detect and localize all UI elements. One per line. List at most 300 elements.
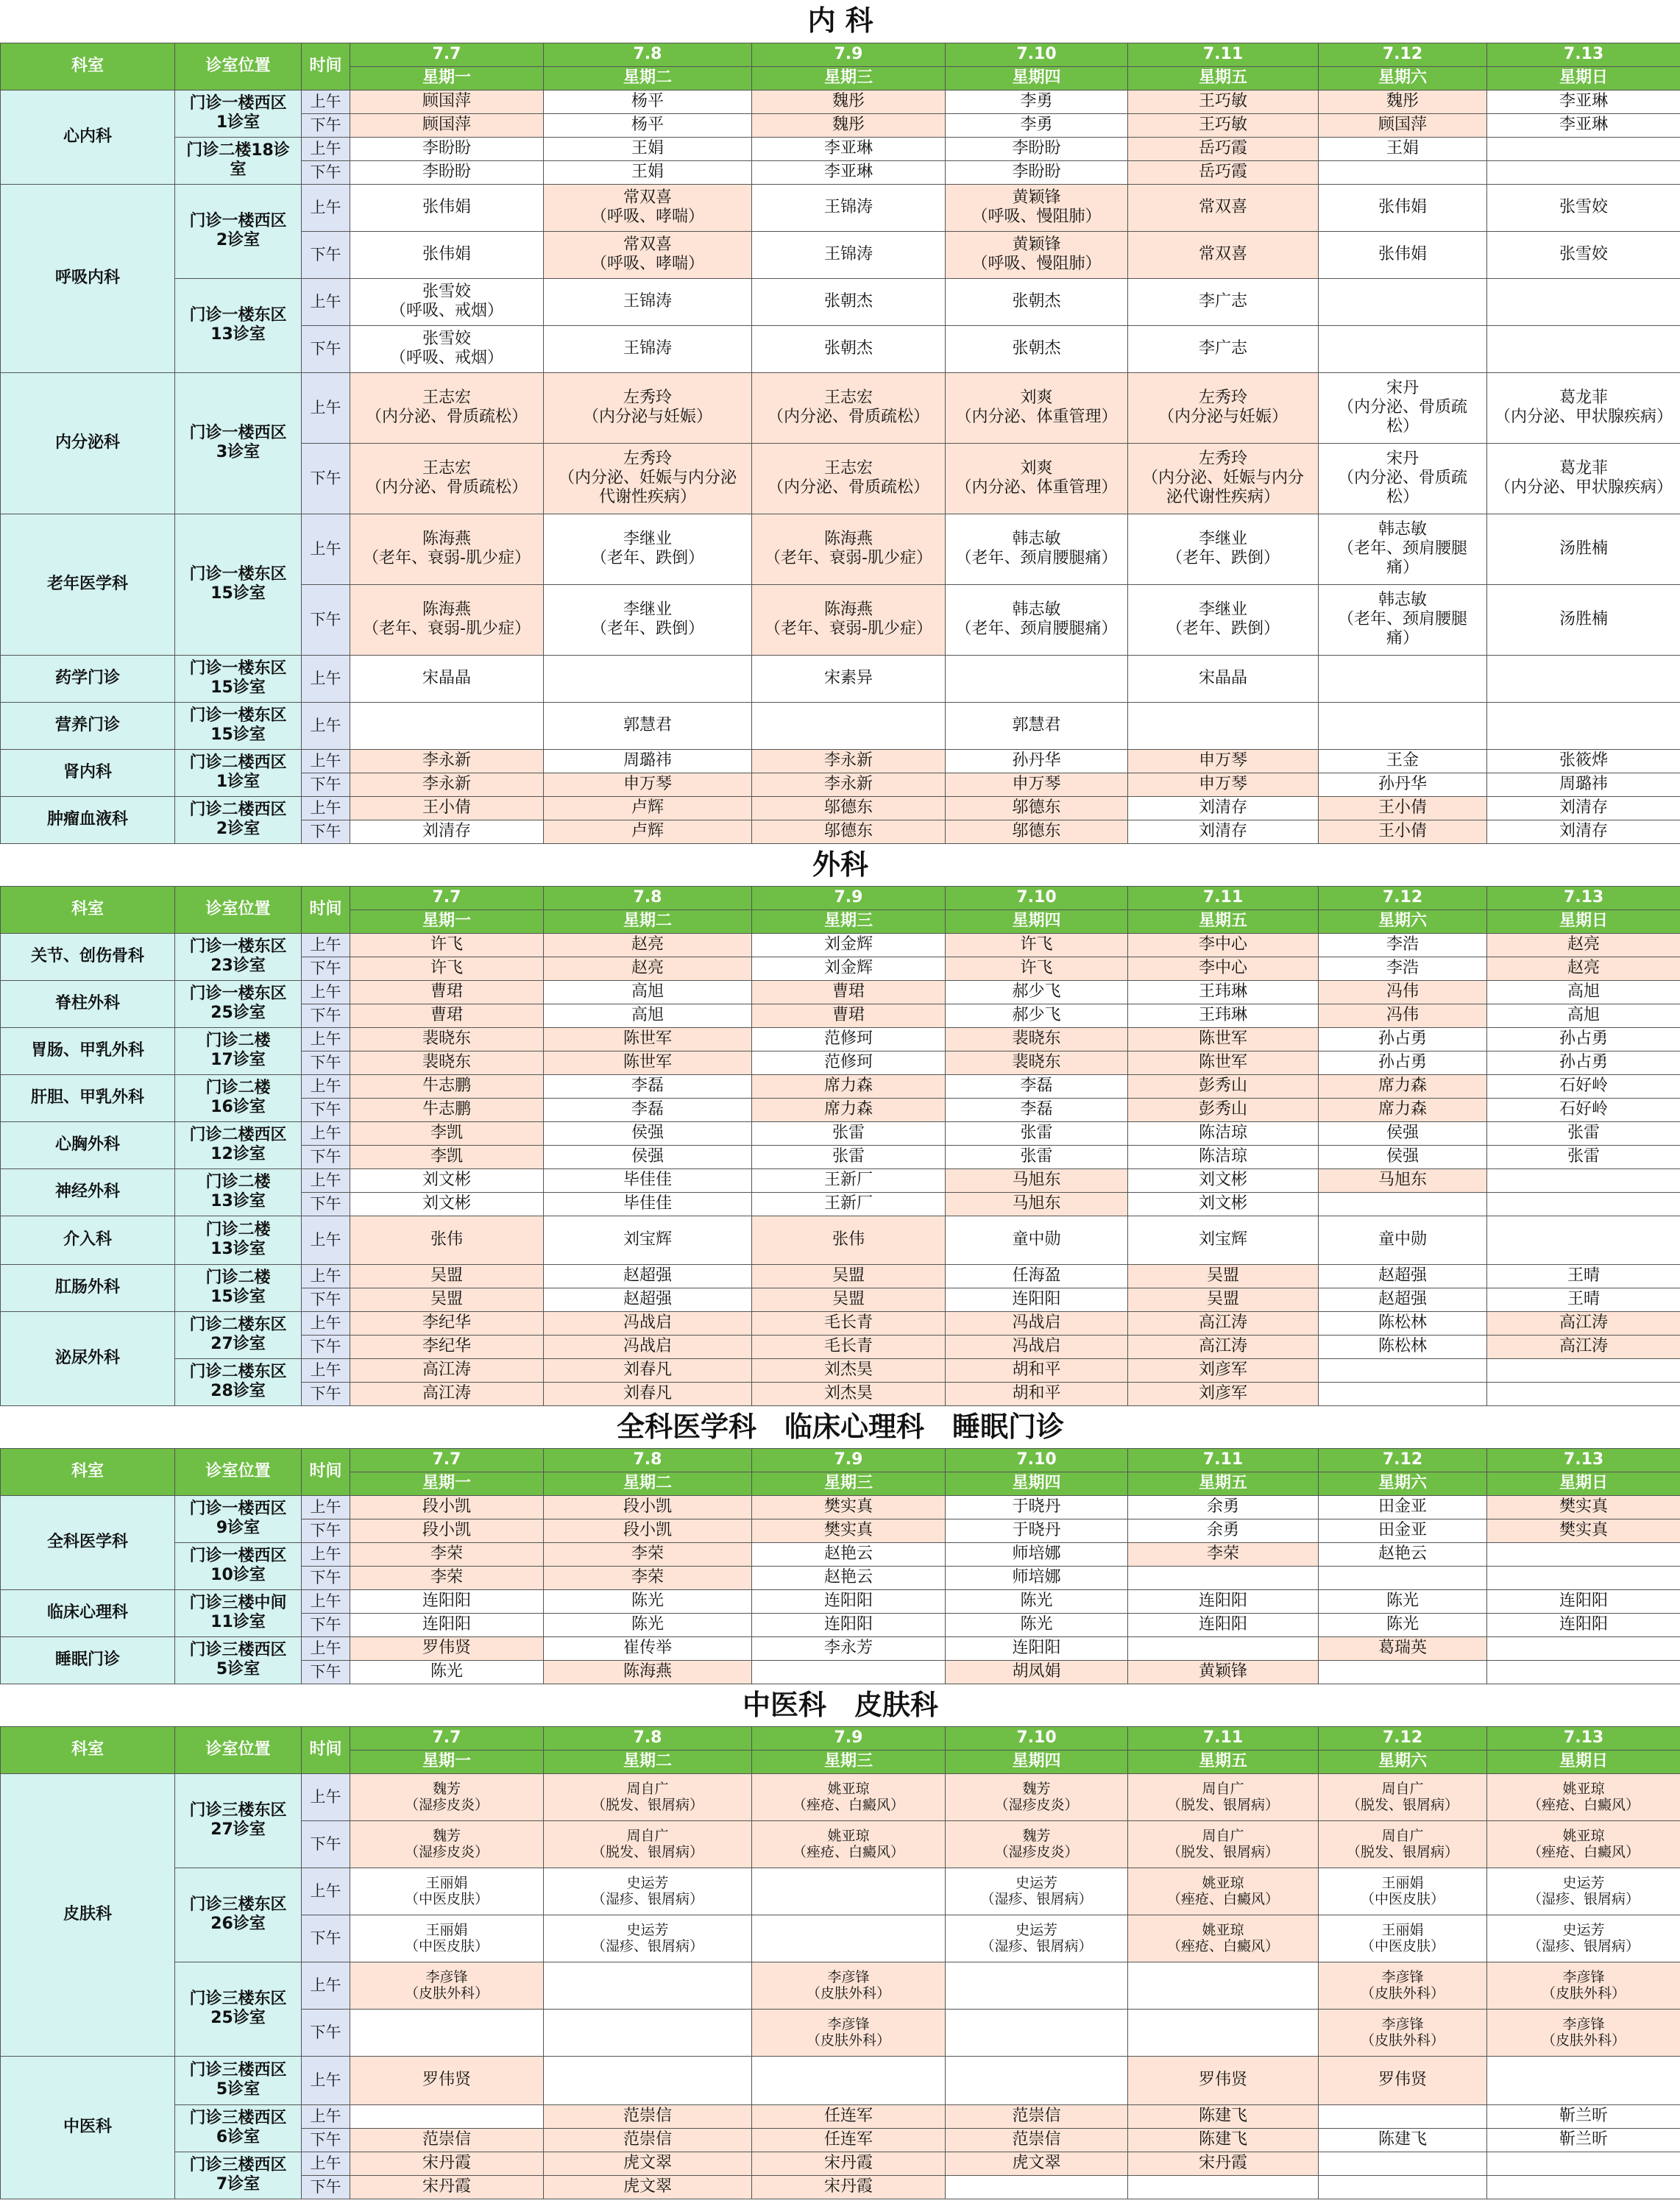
doctor-cell: 陈世军: [1128, 1027, 1319, 1051]
room-location: 门诊三楼东区 27诊室: [175, 1773, 302, 1868]
header-date: 7.13: [1487, 1726, 1680, 1750]
doctor-cell: 姚亚琼 （痤疮、白癜风）: [1487, 1773, 1680, 1820]
doctor-cell: 李磊: [946, 1098, 1128, 1121]
doctor-cell: 宋丹霞: [752, 2175, 946, 2199]
doctor-cell: 魏彤: [1319, 90, 1487, 113]
doctor-cell: [752, 2056, 946, 2104]
doctor-cell: 周璐祎: [544, 749, 752, 773]
doctor-cell: 史运芳 （湿疹、银屑病）: [544, 1868, 752, 1915]
header-date: 7.11: [1128, 886, 1319, 909]
doctor-cell: 陈光: [946, 1589, 1128, 1613]
session-time: 上午: [302, 90, 350, 113]
header-dept: 科室: [1, 1726, 175, 1773]
room-location: 门诊二楼 16诊室: [175, 1074, 302, 1121]
doctor-cell: [1319, 2104, 1487, 2128]
session-time: 上午: [302, 1074, 350, 1098]
department-name: 呼吸内科: [1, 184, 175, 372]
header-weekday: 星期二: [544, 1472, 752, 1495]
doctor-cell: 王小倩: [1319, 820, 1487, 843]
doctor-cell: 王志宏 （内分泌、骨质疏松）: [752, 443, 946, 514]
doctor-cell: 冯伟: [1319, 980, 1487, 1004]
doctor-cell: 邬德东: [946, 820, 1128, 843]
room-location: 门诊三楼西区 6诊室: [175, 2104, 302, 2152]
session-time: 上午: [302, 1264, 350, 1288]
doctor-cell: 马旭东: [946, 1168, 1128, 1192]
department-name: 肝胆、甲乳外科: [1, 1074, 175, 1121]
doctor-cell: 周自广 （脱发、银屑病）: [1128, 1773, 1319, 1820]
doctor-cell: 侯强: [544, 1145, 752, 1168]
doctor-cell: 申万琴: [946, 773, 1128, 796]
doctor-cell: 石好岭: [1487, 1098, 1680, 1121]
room-location: 门诊二楼 13诊室: [175, 1168, 302, 1216]
doctor-cell: 王娟: [1319, 137, 1487, 160]
doctor-cell: 樊实真: [752, 1495, 946, 1519]
doctor-cell: 张雪姣: [1487, 184, 1680, 231]
doctor-cell: 高江涛: [1487, 1311, 1680, 1335]
doctor-cell: 吴盟: [752, 1288, 946, 1311]
department-name: 肿瘤血液科: [1, 796, 175, 843]
doctor-cell: 马旭东: [946, 1192, 1128, 1216]
department-name: 全科医学科: [1, 1495, 175, 1589]
session-time: 下午: [302, 1098, 350, 1121]
doctor-cell: 魏芳 （湿疹皮炎）: [350, 1820, 544, 1868]
doctor-cell: [1487, 1636, 1680, 1660]
session-time: 下午: [302, 1192, 350, 1216]
header-weekday: 星期三: [752, 1750, 946, 1773]
doctor-cell: 岳巧霞: [1128, 137, 1319, 160]
doctor-cell: 师培娜: [946, 1566, 1128, 1589]
doctor-cell: 高旭: [1487, 980, 1680, 1004]
doctor-cell: 吴盟: [350, 1264, 544, 1288]
doctor-cell: 史运芳 （湿疹、银屑病）: [946, 1868, 1128, 1915]
header-weekday: 星期四: [946, 1750, 1128, 1773]
doctor-cell: 陈海燕 （老年、衰弱-肌少症）: [752, 584, 946, 655]
department-name: 肾内科: [1, 749, 175, 796]
doctor-cell: 周自广 （脱发、银屑病）: [544, 1820, 752, 1868]
header-weekday: 星期日: [1487, 909, 1680, 933]
room-location: 门诊三楼中间 11诊室: [175, 1589, 302, 1636]
room-location: 门诊一楼西区 1诊室: [175, 90, 302, 137]
doctor-cell: 李荣: [1128, 1542, 1319, 1566]
session-time: 下午: [302, 325, 350, 372]
department-name: 肛肠外科: [1, 1264, 175, 1311]
doctor-cell: 裴晓东: [946, 1027, 1128, 1051]
doctor-cell: 张筱烨: [1487, 749, 1680, 773]
doctor-cell: 赵亮: [544, 957, 752, 980]
doctor-cell: 李彦锋 （皮肤外科）: [752, 1962, 946, 2009]
doctor-cell: 李凯: [350, 1121, 544, 1145]
doctor-cell: 陈光: [544, 1589, 752, 1613]
room-location: 门诊三楼西区 5诊室: [175, 1636, 302, 1684]
doctor-cell: 李继业 （老年、跌倒）: [1128, 584, 1319, 655]
section-title: 中医科 皮肤科: [742, 1688, 939, 1721]
header-date: 7.13: [1487, 43, 1680, 66]
doctor-cell: 周自广 （脱发、银屑病）: [544, 1773, 752, 1820]
header-weekday: 星期一: [350, 66, 544, 90]
doctor-cell: [1319, 1358, 1487, 1382]
doctor-cell: 李永新: [752, 749, 946, 773]
doctor-cell: [946, 2056, 1128, 2104]
doctor-cell: [1487, 160, 1680, 184]
session-time: 上午: [302, 514, 350, 584]
header-time: 时间: [302, 1448, 350, 1495]
header-date: 7.9: [752, 886, 946, 909]
doctor-cell: 刘清存: [1487, 820, 1680, 843]
doctor-cell: 陈海燕 （老年、衰弱-肌少症）: [752, 514, 946, 584]
doctor-cell: 陈光: [1319, 1613, 1487, 1636]
doctor-cell: 李亚琳: [1487, 90, 1680, 113]
doctor-cell: [1319, 160, 1487, 184]
doctor-cell: [1487, 137, 1680, 160]
session-time: 上午: [302, 1636, 350, 1660]
doctor-cell: 郭慧君: [544, 702, 752, 749]
doctor-cell: [1487, 2056, 1680, 2104]
doctor-cell: 连阳阳: [350, 1613, 544, 1636]
room-location: 门诊一楼东区 13诊室: [175, 278, 302, 372]
doctor-cell: 邬德东: [946, 796, 1128, 820]
room-location: 门诊一楼西区 9诊室: [175, 1495, 302, 1542]
session-time: 下午: [302, 1915, 350, 1962]
doctor-cell: [1487, 278, 1680, 325]
session-time: 上午: [302, 1027, 350, 1051]
doctor-cell: [1319, 1382, 1487, 1405]
session-time: 下午: [302, 1519, 350, 1542]
department-name: 心胸外科: [1, 1121, 175, 1168]
doctor-cell: 韩志敏 （老年、颈肩腰腿 痛）: [1319, 514, 1487, 584]
session-time: 上午: [302, 796, 350, 820]
doctor-cell: 连阳阳: [946, 1288, 1128, 1311]
doctor-cell: [752, 702, 946, 749]
doctor-cell: 刘文彬: [350, 1192, 544, 1216]
doctor-cell: 刘春凡: [544, 1382, 752, 1405]
header-date: 7.8: [544, 1448, 752, 1472]
header-weekday: 星期六: [1319, 909, 1487, 933]
doctor-cell: 史运芳 （湿疹、银屑病）: [544, 1915, 752, 1962]
header-loc: 诊室位置: [175, 43, 302, 90]
session-time: 上午: [302, 1868, 350, 1915]
doctor-cell: 连阳阳: [1128, 1589, 1319, 1613]
doctor-cell: 范崇信: [544, 2104, 752, 2128]
room-location: 门诊二楼东区 27诊室: [175, 1311, 302, 1358]
doctor-cell: 申万琴: [544, 773, 752, 796]
doctor-cell: [1319, 325, 1487, 372]
doctor-cell: 汤胜楠: [1487, 584, 1680, 655]
doctor-cell: [1487, 1382, 1680, 1405]
session-time: 上午: [302, 2152, 350, 2175]
doctor-cell: [1487, 2152, 1680, 2175]
doctor-cell: 冯战启: [946, 1335, 1128, 1358]
header-loc: 诊室位置: [175, 886, 302, 933]
doctor-cell: 张雷: [752, 1121, 946, 1145]
doctor-cell: 王娟: [544, 137, 752, 160]
doctor-cell: 王晴: [1487, 1264, 1680, 1288]
session-time: 下午: [302, 1335, 350, 1358]
doctor-cell: 王巧敏: [1128, 113, 1319, 137]
doctor-cell: [1487, 2175, 1680, 2199]
doctor-cell: 胡凤娟: [946, 1660, 1128, 1684]
header-date: 7.7: [350, 43, 544, 66]
doctor-cell: 崔传举: [544, 1636, 752, 1660]
doctor-cell: 高旭: [1487, 1004, 1680, 1027]
doctor-cell: 宋丹 （内分泌、骨质疏 松）: [1319, 443, 1487, 514]
doctor-cell: 余勇: [1128, 1519, 1319, 1542]
session-time: 上午: [302, 1542, 350, 1566]
doctor-cell: [544, 1962, 752, 2009]
doctor-cell: [946, 655, 1128, 702]
doctor-cell: 陈建飞: [1128, 2104, 1319, 2128]
doctor-cell: 李荣: [544, 1542, 752, 1566]
header-date: 7.8: [544, 43, 752, 66]
doctor-cell: [1128, 1566, 1319, 1589]
doctor-cell: [1319, 1192, 1487, 1216]
doctor-cell: 靳兰昕: [1487, 2128, 1680, 2152]
doctor-cell: 李盼盼: [350, 160, 544, 184]
doctor-cell: 张雪姣 （呼吸、戒烟）: [350, 325, 544, 372]
doctor-cell: 王锦涛: [752, 184, 946, 231]
doctor-cell: 席力森: [1319, 1074, 1487, 1098]
header-dept: 科室: [1, 43, 175, 90]
doctor-cell: 宋晶晶: [1128, 655, 1319, 702]
doctor-cell: [752, 1660, 946, 1684]
doctor-cell: 孙占勇: [1487, 1027, 1680, 1051]
doctor-cell: 范崇信: [946, 2128, 1128, 2152]
room-location: 门诊二楼西区 1诊室: [175, 749, 302, 796]
doctor-cell: 童中勋: [946, 1216, 1128, 1264]
doctor-cell: [544, 655, 752, 702]
header-date: 7.12: [1319, 886, 1487, 909]
doctor-cell: 汤胜楠: [1487, 514, 1680, 584]
doctor-cell: 张朝杰: [946, 278, 1128, 325]
doctor-cell: 赵亮: [1487, 933, 1680, 957]
doctor-cell: 李彦锋 （皮肤外科）: [1319, 2009, 1487, 2056]
header-weekday: 星期三: [752, 909, 946, 933]
header-date: 7.10: [946, 43, 1128, 66]
session-time: 上午: [302, 1495, 350, 1519]
doctor-cell: 任海盈: [946, 1264, 1128, 1288]
doctor-cell: 李亚琳: [752, 137, 946, 160]
doctor-cell: 黄颖锋 （呼吸、慢阻肺）: [946, 231, 1128, 278]
doctor-cell: 王志宏 （内分泌、骨质疏松）: [350, 372, 544, 443]
doctor-cell: 赵超强: [544, 1264, 752, 1288]
doctor-cell: [1487, 1168, 1680, 1192]
header-weekday: 星期六: [1319, 1472, 1487, 1495]
doctor-cell: 邬德东: [752, 796, 946, 820]
doctor-cell: 王新厂: [752, 1192, 946, 1216]
doctor-cell: 宋素异: [752, 655, 946, 702]
doctor-cell: 陈建飞: [1319, 2128, 1487, 2152]
session-time: 下午: [302, 1288, 350, 1311]
doctor-cell: 张雷: [752, 1145, 946, 1168]
doctor-cell: 李亚琳: [752, 160, 946, 184]
doctor-cell: [350, 2009, 544, 2056]
doctor-cell: 曹珺: [752, 980, 946, 1004]
doctor-cell: 李彦锋 （皮肤外科）: [350, 1962, 544, 2009]
header-date: 7.13: [1487, 886, 1680, 909]
doctor-cell: 余勇: [1128, 1495, 1319, 1519]
doctor-cell: 段小凯: [544, 1519, 752, 1542]
department-name: 皮肤科: [1, 1773, 175, 2056]
doctor-cell: 李浩: [1319, 957, 1487, 980]
doctor-cell: 刘彦军: [1128, 1382, 1319, 1405]
doctor-cell: 陈建飞: [1128, 2128, 1319, 2152]
doctor-cell: 马旭东: [1319, 1168, 1487, 1192]
doctor-cell: 李广志: [1128, 278, 1319, 325]
doctor-cell: 李磊: [544, 1074, 752, 1098]
doctor-cell: 常双喜: [1128, 184, 1319, 231]
header-weekday: 星期日: [1487, 66, 1680, 90]
doctor-cell: 李彦锋 （皮肤外科）: [1487, 2009, 1680, 2056]
doctor-cell: 刘文彬: [1128, 1168, 1319, 1192]
doctor-cell: 韩志敏 （老年、颈肩腰腿痛）: [946, 514, 1128, 584]
header-weekday: 星期一: [350, 909, 544, 933]
doctor-cell: [1319, 702, 1487, 749]
doctor-cell: 孙占勇: [1487, 1051, 1680, 1074]
room-location: 门诊一楼西区 2诊室: [175, 184, 302, 278]
session-time: 上午: [302, 980, 350, 1004]
doctor-cell: 赵超强: [1319, 1288, 1487, 1311]
doctor-cell: 左秀玲 （内分泌与妊娠）: [544, 372, 752, 443]
doctor-cell: 李彦锋 （皮肤外科）: [1319, 1962, 1487, 2009]
doctor-cell: 王锦涛: [544, 278, 752, 325]
doctor-cell: [1319, 1660, 1487, 1684]
room-location: 门诊一楼西区 10诊室: [175, 1542, 302, 1589]
doctor-cell: 王小倩: [1319, 796, 1487, 820]
header-date: 7.11: [1128, 1448, 1319, 1472]
doctor-cell: 魏彤: [752, 90, 946, 113]
doctor-cell: 宋丹霞: [350, 2152, 544, 2175]
doctor-cell: 史运芳 （湿疹、银屑病）: [1487, 1915, 1680, 1962]
session-time: 下午: [302, 1004, 350, 1027]
department-name: 内分泌科: [1, 372, 175, 514]
doctor-cell: 姚亚琼 （痤疮、白癜风）: [1128, 1868, 1319, 1915]
doctor-cell: 李永新: [752, 773, 946, 796]
doctor-cell: 王丽娟 （中医皮肤）: [1319, 1915, 1487, 1962]
header-time: 时间: [302, 43, 350, 90]
room-location: 门诊二楼 15诊室: [175, 1264, 302, 1311]
doctor-cell: 侯强: [1319, 1121, 1487, 1145]
department-name: 睡眠门诊: [1, 1636, 175, 1684]
doctor-cell: 师培娜: [946, 1542, 1128, 1566]
doctor-cell: 卢辉: [544, 820, 752, 843]
doctor-cell: 宋丹 （内分泌、骨质疏 松）: [1319, 372, 1487, 443]
session-time: 下午: [302, 1613, 350, 1636]
doctor-cell: 许飞: [350, 957, 544, 980]
doctor-cell: 陈光: [1319, 1589, 1487, 1613]
doctor-cell: 连阳阳: [752, 1613, 946, 1636]
doctor-cell: 高旭: [544, 980, 752, 1004]
session-time: 下午: [302, 1382, 350, 1405]
doctor-cell: 周自广 （脱发、银屑病）: [1319, 1773, 1487, 1820]
doctor-cell: 侯强: [1319, 1145, 1487, 1168]
room-location: 门诊一楼东区 25诊室: [175, 980, 302, 1027]
doctor-cell: [1487, 1566, 1680, 1589]
doctor-cell: 牛志鹏: [350, 1098, 544, 1121]
session-time: 下午: [302, 1820, 350, 1868]
doctor-cell: 樊实真: [1487, 1519, 1680, 1542]
doctor-cell: 陈光: [544, 1613, 752, 1636]
doctor-cell: [1487, 1358, 1680, 1382]
room-location: 门诊一楼东区 15诊室: [175, 514, 302, 655]
doctor-cell: 赵超强: [1319, 1264, 1487, 1288]
doctor-cell: 连阳阳: [752, 1589, 946, 1613]
doctor-cell: 段小凯: [544, 1495, 752, 1519]
department-name: 营养门诊: [1, 702, 175, 749]
header-weekday: 星期四: [946, 1472, 1128, 1495]
doctor-cell: [1128, 1962, 1319, 2009]
session-time: 上午: [302, 1358, 350, 1382]
header-date: 7.8: [544, 886, 752, 909]
doctor-cell: [1319, 278, 1487, 325]
doctor-cell: 刘金辉: [752, 957, 946, 980]
header-weekday: 星期六: [1319, 66, 1487, 90]
doctor-cell: 李磊: [544, 1098, 752, 1121]
header-weekday: 星期日: [1487, 1750, 1680, 1773]
doctor-cell: 魏芳 （湿疹皮炎）: [946, 1773, 1128, 1820]
doctor-cell: 连阳阳: [350, 1589, 544, 1613]
session-time: 上午: [302, 749, 350, 773]
department-name: 心内科: [1, 90, 175, 184]
header-weekday: 星期四: [946, 66, 1128, 90]
room-location: 门诊三楼东区 25诊室: [175, 1962, 302, 2056]
doctor-cell: 申万琴: [1128, 773, 1319, 796]
doctor-cell: [1487, 1192, 1680, 1216]
room-location: 门诊一楼西区 3诊室: [175, 372, 302, 514]
doctor-cell: 陈洁琼: [1128, 1121, 1319, 1145]
doctor-cell: [1487, 1660, 1680, 1684]
session-time: 上午: [302, 1121, 350, 1145]
doctor-cell: 张朝杰: [752, 278, 946, 325]
doctor-cell: 李荣: [544, 1566, 752, 1589]
doctor-cell: 张伟: [350, 1216, 544, 1264]
doctor-cell: 孙占勇: [1319, 1027, 1487, 1051]
doctor-cell: 王丽娟 （中医皮肤）: [350, 1915, 544, 1962]
doctor-cell: [946, 1962, 1128, 2009]
doctor-cell: 魏芳 （湿疹皮炎）: [946, 1820, 1128, 1868]
department-name: 介入科: [1, 1216, 175, 1264]
session-time: 上午: [302, 1216, 350, 1264]
room-location: 门诊一楼东区 23诊室: [175, 933, 302, 980]
doctor-cell: 李继业 （老年、跌倒）: [1128, 514, 1319, 584]
doctor-cell: 毛长青: [752, 1335, 946, 1358]
doctor-cell: 田金亚: [1319, 1519, 1487, 1542]
doctor-cell: 彭秀山: [1128, 1098, 1319, 1121]
doctor-cell: 王志宏 （内分泌、骨质疏松）: [350, 443, 544, 514]
doctor-cell: 李浩: [1319, 933, 1487, 957]
doctor-cell: 虎文翠: [946, 2152, 1128, 2175]
doctor-cell: 陈光: [350, 1660, 544, 1684]
doctor-cell: 罗伟贤: [350, 2056, 544, 2104]
doctor-cell: 陈世军: [544, 1027, 752, 1051]
doctor-cell: 石好岭: [1487, 1074, 1680, 1098]
header-date: 7.8: [544, 1726, 752, 1750]
doctor-cell: 孙占勇: [1319, 1051, 1487, 1074]
doctor-cell: 连阳阳: [1487, 1613, 1680, 1636]
doctor-cell: [1487, 1216, 1680, 1264]
session-time: 上午: [302, 1773, 350, 1820]
doctor-cell: 李勇: [946, 113, 1128, 137]
department-name: 老年医学科: [1, 514, 175, 655]
doctor-cell: 高江涛: [1128, 1335, 1319, 1358]
session-time: 下午: [302, 160, 350, 184]
doctor-cell: 彭秀山: [1128, 1074, 1319, 1098]
doctor-cell: 陈光: [946, 1613, 1128, 1636]
doctor-cell: 毕佳佳: [544, 1168, 752, 1192]
doctor-cell: 胡和平: [946, 1358, 1128, 1382]
session-time: 上午: [302, 1589, 350, 1613]
doctor-cell: 罗伟贤: [350, 1636, 544, 1660]
doctor-cell: [1319, 655, 1487, 702]
doctor-cell: 高江涛: [350, 1358, 544, 1382]
